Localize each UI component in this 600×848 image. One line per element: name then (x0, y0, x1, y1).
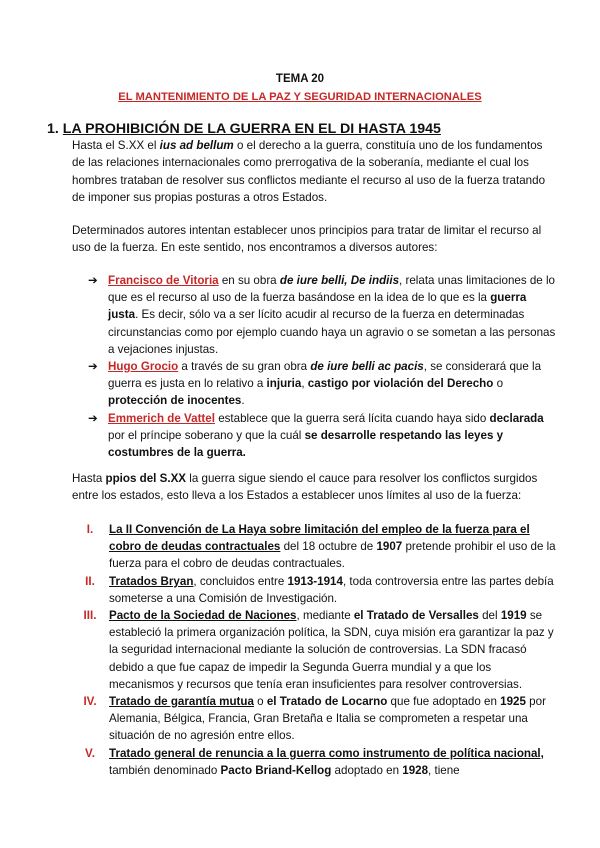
list-number: I. (86, 523, 94, 536)
bold-text: ppios del S.XX (105, 472, 187, 485)
list-number: III. (83, 609, 97, 623)
treaty-name: Tratado general de renuncia a la guerra como instrumento de política nacional, (109, 746, 544, 760)
work-title: de iure belli ac pacis (310, 360, 424, 374)
arrow-icon: ➔ (88, 360, 98, 374)
text-span: del (478, 609, 501, 623)
text-span: o el derecho a la guerra, constituía uno de los fundamentos de las relaciones internacionales como prerrogativa de la soberanía, mediante el cual los hombres trataban de resolver sus conflictos mediante el recurso al uso de la fuerza tratando de imponer sus propias posturas a otros Estados. (72, 139, 546, 205)
text-span: también denominado (109, 763, 221, 777)
treaty-name: Pacto de la Sociedad de Naciones (109, 609, 297, 623)
author-name: Emmerich de Vattel (108, 411, 215, 425)
list-item-treaty-4 (76, 693, 556, 745)
text-span: en su obra (218, 274, 280, 287)
text-span: . Es decir, sólo va a ser lícito acudir al recurso de la fuerza en determinadas circunstancias como por ejemplo cuando haya un agravio o se sometan a las personas a vejaciones injustas. (108, 308, 556, 356)
bold-text: se desarrolle respetando las leyes y costumbres de la guerra. (108, 428, 504, 460)
list-number: V. (85, 746, 95, 760)
treaties-list (76, 521, 556, 779)
text-span: , mediante (296, 609, 354, 623)
bold-text: protección de inocentes (108, 394, 242, 408)
text-span: a través de su gran obra (178, 360, 311, 374)
bold-text: el Tratado de Locarno (266, 695, 388, 709)
treaty-name: Tratado de garantía mutua (109, 695, 254, 709)
list-item-grocio (88, 358, 558, 410)
text-span: Hasta el S.XX el (72, 139, 160, 152)
authors-list (88, 272, 558, 461)
text-span: o (493, 377, 504, 391)
text-span: adoptado en (331, 763, 403, 777)
bold-text: 1925 (500, 695, 526, 709)
bold-text: injuria (266, 377, 302, 391)
list-item-vitoria (88, 272, 558, 358)
treaty-name: Tratados Bryan (109, 574, 194, 588)
text-span: Hasta (72, 472, 106, 485)
text-span: que fue adoptado en (387, 695, 501, 709)
bold-text: guerra justa (108, 291, 527, 322)
list-item-vattel (88, 410, 558, 462)
bold-text: declarada (489, 411, 544, 425)
list-item-treaty-5 (76, 745, 556, 779)
bold-text: el Tratado de Versalles (353, 609, 479, 623)
arrow-icon: ➔ (88, 411, 98, 425)
list-item-treaty-2 (76, 573, 556, 607)
text-span: , (301, 377, 308, 391)
text-span: por Alemania, Bélgica, Francia, Gran Bretaña e Italia se comprometen a respetar una situación de no agresión entre ellos. (109, 695, 546, 743)
text-span: . (241, 394, 245, 408)
text-span: establece que la guerra será lícita cuando haya sido (214, 411, 490, 425)
text-span: , relata unas limitaciones de lo que es el recurso al uso de la fuerza basándose en la idea de lo que es la (108, 274, 556, 305)
bold-text: castigo por violación del Derecho (307, 377, 494, 391)
author-name: Francisco de Vitoria (108, 274, 219, 287)
limits-intro-paragraph (72, 470, 550, 505)
section-number: 1. (47, 121, 59, 137)
bold-text: 1919 (500, 609, 527, 623)
list-item-treaty-3 (76, 607, 556, 693)
text-span: la guerra sigue siendo el cauce para resolver los conflictos surgidos entre los estados, esto lleva a los Estados a establecer unos límites al uso de la fuerza: (72, 472, 538, 503)
bold-text: 1913-1914 (287, 574, 343, 588)
authors-intro-paragraph: Determinados autores intentan establecer unos principios para tratar de limitar el recurso al uso de la fuerza. En este sentido, nos encontramos a diversos autores: (72, 224, 542, 255)
bold-text: 1928 (402, 763, 429, 777)
tema-heading: TEMA 20 (275, 73, 325, 85)
text-span: pretende prohibir el uso de la fuerza para el cobro de deudas contractuales. (109, 540, 556, 571)
author-name: Hugo Grocio (108, 360, 179, 374)
section-title: LA PROHIBICIÓN DE LA GUERRA EN EL DI HASTA 1945 (62, 121, 441, 137)
arrow-icon: ➔ (88, 274, 98, 287)
bold-text: Pacto Briand-Kellog (220, 763, 332, 777)
text-span: por el príncipe soberano y que la cuál (108, 428, 305, 442)
text-span: o (253, 695, 267, 709)
intro-paragraph (72, 137, 550, 207)
section-heading (47, 121, 441, 137)
emphasis-text: ius ad bellum (159, 139, 234, 152)
text-span: , se considerará que la guerra es justa en lo relativo a (108, 360, 542, 391)
tema-subtitle: EL MANTENIMIENTO DE LA PAZ Y SEGURIDAD INTERNACIONALES (118, 91, 482, 103)
list-item-treaty-1 (76, 521, 556, 573)
bold-text: 1907 (376, 540, 403, 554)
text-span: se estableció la primera organización política, la SDN, cuya misión era garantizar la paz y la seguridad internacional mediante la solución de controversias. La SDN fracasó debido a que fue capaz de impedir la Segunda Guerra mundial y a que los mecanismos y recursos que tenía eran insuficientes para resolver controversias. (109, 609, 554, 691)
list-number: II. (85, 574, 95, 588)
text-span: del 18 octubre de (280, 540, 377, 554)
text-span: , concluidos entre (193, 574, 288, 588)
list-number: IV. (83, 695, 97, 709)
work-title: de iure belli, De indiis (279, 274, 400, 287)
text-span: , tiene (428, 763, 460, 777)
text-span: , toda controversia entre las partes debía someterse a una Comisión de Investigación. (109, 574, 554, 605)
treaty-name: La II Convención de La Haya sobre limitación del empleo de la fuerza para el cobro de deudas contractuales (109, 523, 530, 554)
